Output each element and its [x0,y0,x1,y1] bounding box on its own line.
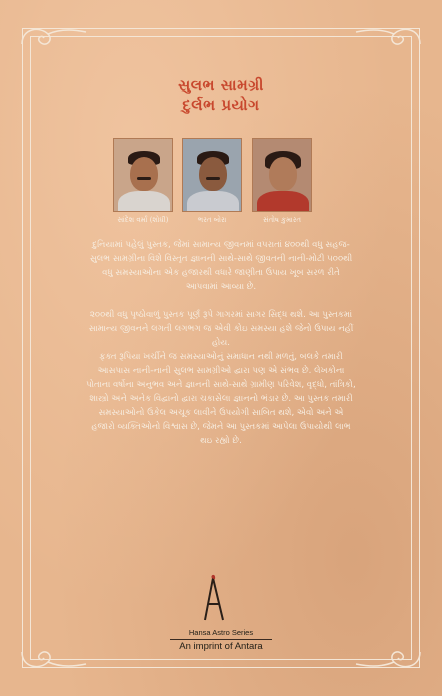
corner-ornament-top-right [354,22,424,62]
author-photo-2 [182,138,242,212]
corner-ornament-bottom-left [18,634,88,674]
series-divider [170,639,272,640]
series-name: Hansa Astro Series [188,628,254,637]
corner-ornament-bottom-right [354,634,424,674]
description-paragraph-2: ૨૦૦થી વધુ પૃષ્ઠોવાળું પુસ્તક પૂર્ણ રૂપે ગાગરમાં સાગર સિદ્ધ થશે. આ પુસ્તકમાં સામાન્ય જીવનને લગતી લગભગ જ એવી કોઇ સમસ્યા હશે જેનો ઉપાય નહીં હોય. [88,310,354,348]
corner-ornament-top-left [18,22,88,62]
publisher-logo-icon [199,574,229,624]
author-name-2: ભરત બોરા [197,216,227,224]
author-photo-3 [252,138,312,212]
description-paragraph-3: ફક્ત રૂપિયા ખર્ચીને જ સમસ્યાઓનું સમાધાન નથી મળતું, બલકે તમારી આસપાસ નાની-નાની સુલભ સામગ્રીઓ દ્વારા પણ એ સંભવ છે. લેખકોના પોતાના વર્ષોના અનુભવ અને જ્ઞાનની સાથે-સાથે ગ્રામીણ પરિવેશ, વૃદ્ધો, તાંત્રિકો, શાસ્ત્રો અને અનેક વિદ્વાનો દ્વારા ચકાસેલા જ્ઞાનનો ભંડાર છે. આ પુસ્તક તમારી સમસ્યાઓનો ઉકેલ અચૂક લાવીને ઉપયોગી સાબિત થશે, એવો અને એ હજારો વ્યક્તિઓનો વિશ્વાસ છે, જેમને આ પુસ્તકમાં આપેલા ઉપાયોથી લાભ થઇ રહ્યો છે. [86,352,356,446]
description-paragraph-1: દુનિયામાં પહેલું પુસ્તક, જેમાં સામાન્ય જીવનમાં વપરાતાં ૪૦૦થી વધુ સહજ-સુલભ સામગ્રીના વિશે વિસ્તૃત જ્ઞાનની સાથે-સાથે જીવતની નાની-મોટી ૫૦૦થી વધુ સમસ્યાઓના એક હજારથી વધારે જાણીતા ઉપાય ખૂબ સરળ રીતે આપવામાં આવ્યા છે. [89,240,353,292]
imprint-label: An imprint of Antara [179,641,263,652]
book-title-line-1: સુલભ સામગ્રી [178,76,264,94]
author-photo-1 [113,138,173,212]
book-title-line-2: દુર્લભ પ્રયોગ [182,96,260,114]
author-name-3: સંતોષ કુમારત [262,216,302,224]
author-name-1: સાંદેશ વર્મા (શોધી) [117,216,169,224]
